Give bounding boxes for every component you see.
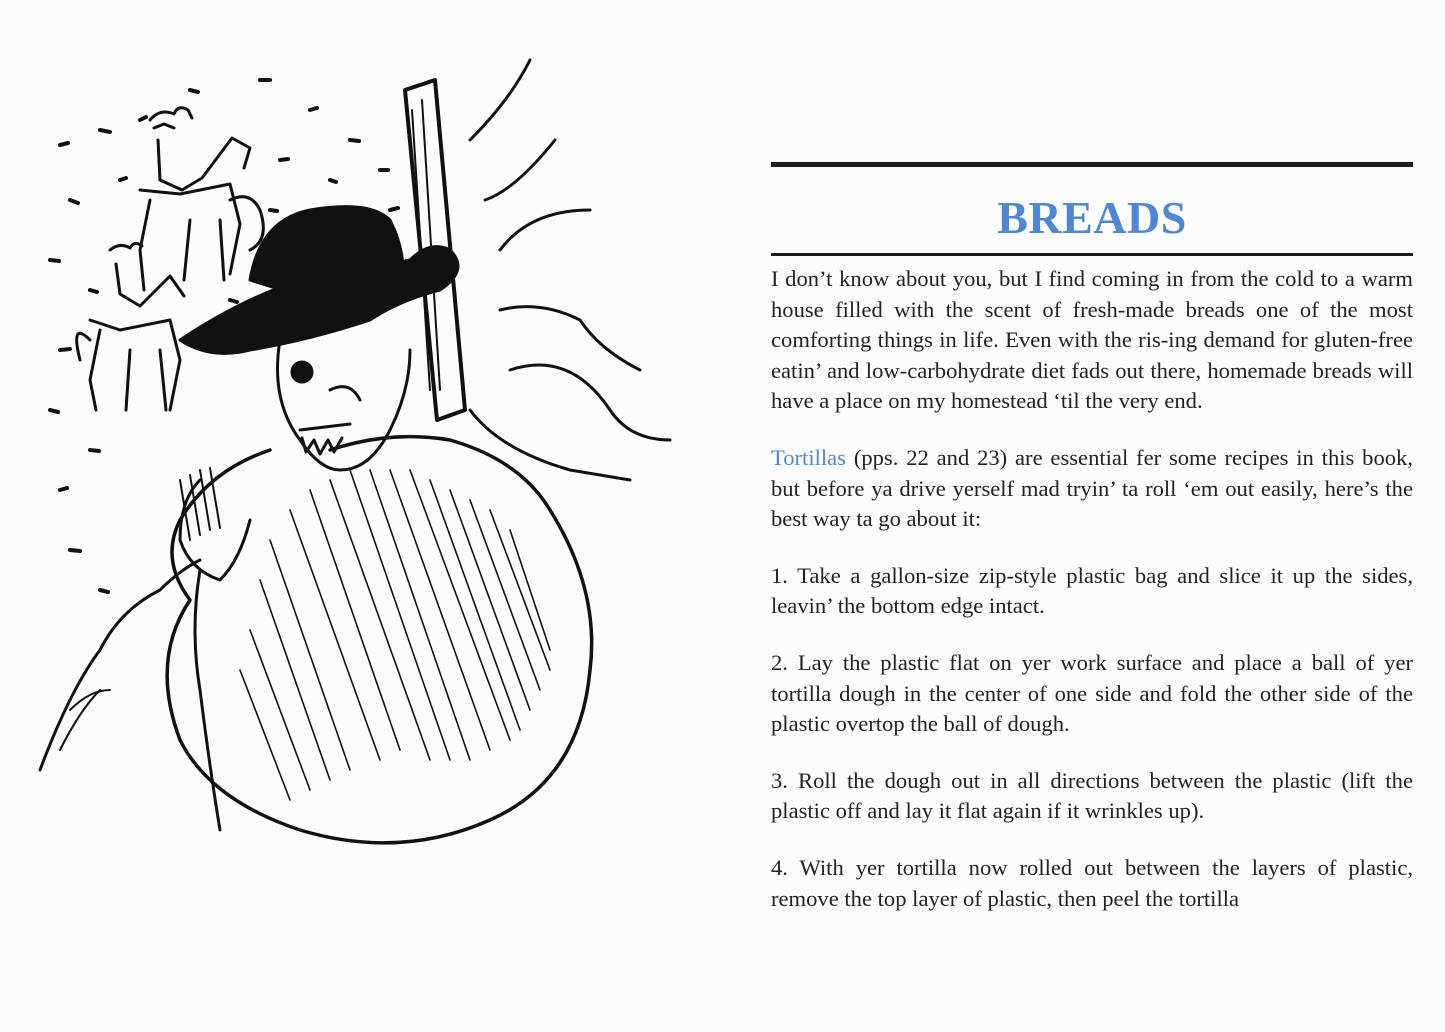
chapter-title: BREADS [997,192,1187,243]
intro-paragraph: I don’t know about you, but I find coming in from the cold to a warm house filled with the scent of fresh-made breads one of the most comforting things in life. Even with the ris-ing demand for gluten-free eatin’ and low-carbohydrate diet fads out there, homemade breads will have a place on my homestead ‘til the very end. [771,266,1413,414]
tortillas-link[interactable]: Tortillas [771,444,846,470]
text-column [771,162,1413,940]
step-3: 3. Roll the dough out in all directions between the plastic (lift the plastic off and lay it flat again if it wrinkles up). [771,767,1413,824]
body-text [771,264,1413,914]
illustration-drawing [30,50,710,870]
step-1: 1. Take a gallon-size zip-style plastic bag and slice it up the sides, leavin’ the bottom edge intact. [771,562,1413,619]
skeleton-cowboy-illustration [30,50,710,870]
top-rule [771,162,1413,167]
step-2: 2. Lay the plastic flat on yer work surface and place a ball of yer tortilla dough in the center of one side and fold the other side of the plastic overtop the ball of dough. [771,649,1413,737]
tortillas-paragraph-text: (pps. 22 and 23) are essential fer some recipes in this book, but before ya drive yerself mad tryin’ ta roll ‘em out easily, here’s the best way ta go about it: [771,444,1413,532]
tortillas-paragraph [771,443,1413,535]
step-4: 4. With yer tortilla now rolled out between the layers of plastic, remove the top layer of plastic, then peel the tortilla [771,854,1413,911]
bottom-rule [771,253,1413,256]
